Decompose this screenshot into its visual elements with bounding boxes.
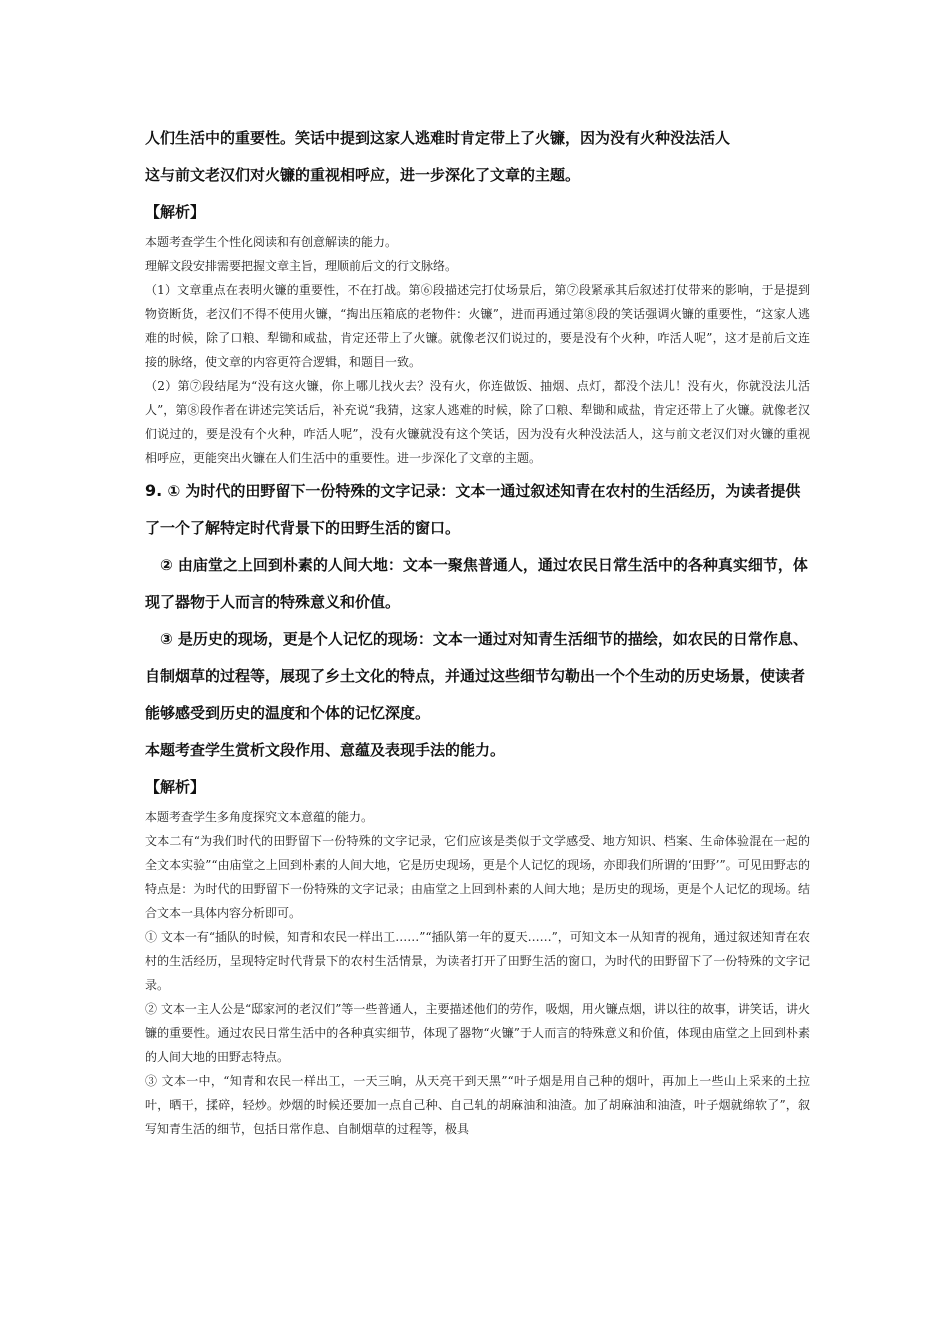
analysis-block xyxy=(145,230,810,470)
jiexi-label: 【解析】 xyxy=(145,203,206,221)
answer-point: ② 由庙堂之上回到朴素的人间大地：文本一聚焦普通人，通过农民日常生活中的各种真实细节，体现了器物于人而言的特殊意义和价值。 xyxy=(145,556,808,611)
answer-point xyxy=(145,472,810,547)
analysis-paragraph: 本题考查学生个性化阅读和有创意解读的能力。 xyxy=(145,235,398,249)
analysis-paragraph: 文本二有“为我们时代的田野留下一份特殊的文字记录，它们应该是类似于文学感受、地方知识、档案、生命体验混在一起的全文本实验”“由庙堂之上回到朴素的人间大地，它是历史现场，更是个人记忆的现场，亦即我们所谓的‘田野’”。可见田野志的特点是：为时代的田野留下一份特殊的文字记录；由庙堂之上回到朴素的人间大地；是历史的现场，更是个人记忆的现场。结合文本一具体内容分析即可。 xyxy=(145,834,810,920)
answer-line: 人们生活中的重要性。笑话中提到这家人逃难时肯定带上了火镰，因为没有火种没法活人 xyxy=(145,129,731,147)
analysis-paragraph: 本题考查学生多角度探究文本意蕴的能力。 xyxy=(145,810,374,824)
analysis-paragraph: ② 文本一主人公是“邸家河的老汉们”等一些普通人，主要描述他们的劳作，吸烟，用火镰点烟，讲以往的故事，讲笑话，讲火镰的重要性。通过农民日常生活中的各种真实细节，体现了器物“火镰”于人而言的特殊意义和价值，体现由庙堂之上回到朴素的人间大地的田野志特点。 xyxy=(145,1002,810,1064)
jiexi-label: 【解析】 xyxy=(145,778,206,796)
answer-point-text: ① 为时代的田野留下一份特殊的文字记录：文本一通过叙述知青在农村的生活经历，为读者提供了一个了解特定时代背景下的田野生活的窗口。 xyxy=(145,482,801,537)
analysis-block xyxy=(145,805,810,1141)
answer-summary: 本题考查学生赏析文段作用、意蕴及表现手法的能力。 xyxy=(145,741,506,759)
analysis-paragraph: 理解文段安排需要把握文章主旨，理顺前后文的行文脉络。 xyxy=(145,259,458,273)
question-number: 9. xyxy=(145,481,163,500)
page-content xyxy=(145,120,810,1141)
answer-line: 这与前文老汉们对火镰的重视相呼应，进一步深化了文章的主题。 xyxy=(145,166,581,184)
answer-point: ③ 是历史的现场，更是个人记忆的现场：文本一通过对知青生活细节的描绘，如农民的日常作息、自制烟草的过程等，展现了乡土文化的特点，并通过这些细节勾勒出一个个生动的历史场景，使读者能够感受到历史的温度和个体的记忆深度。 xyxy=(145,630,808,722)
analysis-paragraph: （1）文章重点在表明火镰的重要性，不在打战。第⑥段描述完打仗场景后，第⑦段紧承其后叙述打仗带来的影响，于是提到物资断货，老汉们不得不使用火镰，“掏出压箱底的老物件：火镰”，进而再通过第⑧段的笑话强调火镰的重要性，“这家人逃难的时候，除了口粮、犁锄和咸盐，肯定还带上了火镰。就像老汉们说过的，要是没有个火种，咋活人呢”，这才是前后文连接的脉络，使文章的内容更符合逻辑，和题目一致。 xyxy=(145,283,810,369)
analysis-paragraph: ③ 文本一中，“知青和农民一样出工，一天三晌，从天亮干到天黑”“叶子烟是用自己种的烟叶，再加上一些山上采来的土拉叶，晒干，揉碎，轻炒。炒烟的时候还要加一点自己种、自己轧的胡麻油和油渣。加了胡麻油和油渣，叶子烟就绵软了”，叙写知青生活的细节，包括日常作息、自制烟草的过程等，极具 xyxy=(145,1074,810,1136)
analysis-paragraph: （2）第⑦段结尾为“没有这火镰，你上哪儿找火去？没有火，你连做饭、抽烟、点灯，都没个法儿！没有火，你就没法儿活人”，第⑧段作者在讲述完笑话后，补充说“我猜，这家人逃难的时候，除了口粮、犁锄和咸盐，肯定还带上了火镰。就像老汉们说过的，要是没有个火种，咋活人呢”，没有火镰就没有这个笑话，因为没有火种没法活人，这与前文老汉们对火镰的重视相呼应，更能突出火镰在人们生活中的重要性。进一步深化了文章的主题。 xyxy=(145,379,810,465)
analysis-paragraph: ① 文本一有“插队的时候，知青和农民一样出工……”“插队第一年的夏天……”，可知文本一从知青的视角，通过叙述知青在农村的生活经历，呈现特定时代背景下的农村生活情景，为读者打开了田野生活的窗口，为时代的田野留下了一份特殊的文字记录。 xyxy=(145,930,810,992)
